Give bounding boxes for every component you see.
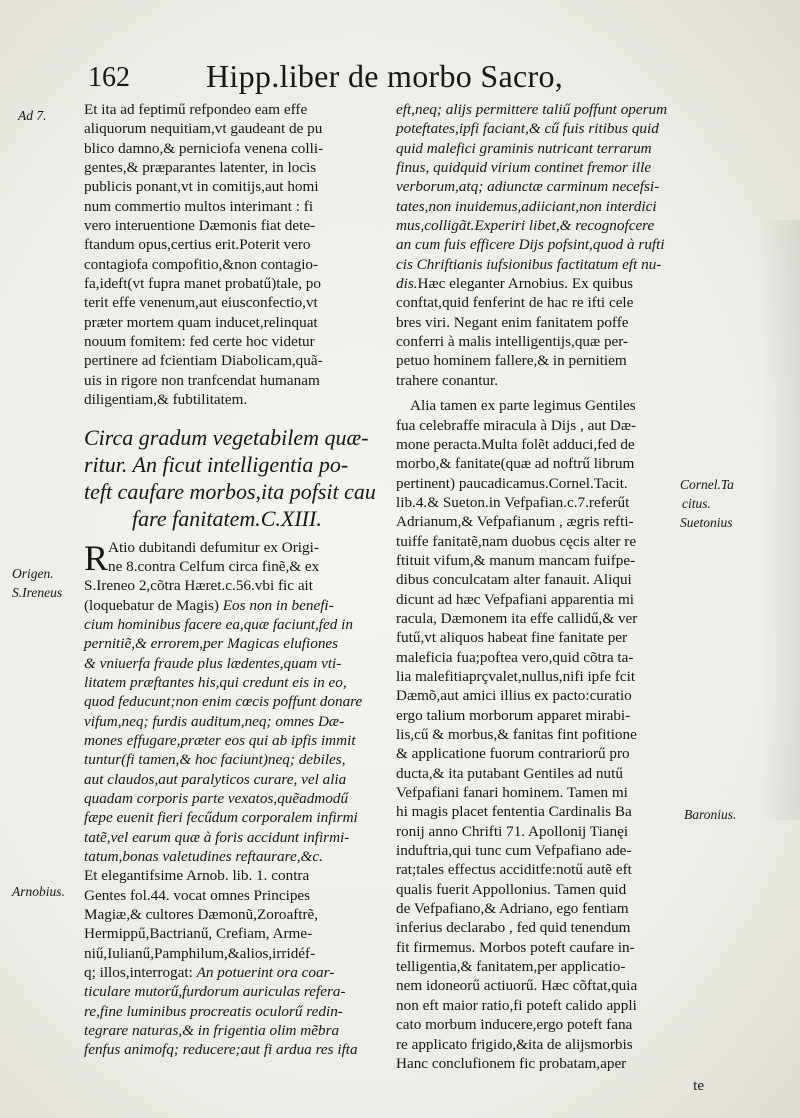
text-span: q; illos,interrogat: xyxy=(84,964,197,982)
page-number: 162 xyxy=(88,62,130,93)
text-line: tuiffe fanitatẽ,nam duobus cęcis alter re xyxy=(396,532,637,550)
text-span-italic: Eos non in benefi- xyxy=(222,596,334,614)
text-line: futű,vt aliquos habeat fine fanitate per xyxy=(396,629,628,647)
text-line: lis,cű & morbus,& fanitas fint pofitione xyxy=(396,726,637,743)
text-line: contagiofa compofitio,&non contagio- xyxy=(84,255,319,273)
text-line: tatẽ,vel earum quæ à foris accidunt infirmi- xyxy=(84,828,350,846)
text-line: nouum fomitem: fed certe hoc videtur xyxy=(84,333,315,351)
text-line: quod feducunt;non enim cœcis poffunt donare xyxy=(84,693,363,711)
text-line xyxy=(84,596,380,615)
text-line: racula, Dæmonem ita effe callidű,& ver xyxy=(396,609,638,627)
text-line: præter mortem quam inducet,relinquat xyxy=(84,313,318,331)
text-line xyxy=(396,274,678,293)
text-line: poteftates,ipfi faciant,& cű fuis ritibus quid xyxy=(396,120,659,138)
text-line: vifum,neq; furdis auditum,neq; omnes Dæ- xyxy=(84,712,345,730)
paragraph-arnobius-quote-cont xyxy=(396,100,678,390)
text-line: tates,non inuidemus,adiiciant,non interdici xyxy=(396,197,657,215)
text-line: Hanc conclufionem fic probatam,aper xyxy=(396,1054,627,1072)
text-line: conftat,quid fenferint de hac re ifti cele xyxy=(396,294,634,312)
text-line: mone peracta.Multa folẽt adduci,fed de xyxy=(396,435,635,453)
text-line: morbo,& fanitate(quæ ad noftrű librum xyxy=(396,455,635,473)
text-line: fa,ideft(vt fupra manet probatű)tale, po xyxy=(84,275,321,293)
text-line: re,fine luminibus procreatis oculorű redin- xyxy=(84,1002,343,1020)
text-line: litatem præftantes his,qui credunt eis in eo, xyxy=(84,673,347,691)
text-line: tatum,bonas valetudines reftaurare,&c. xyxy=(84,848,323,865)
chapter-heading xyxy=(84,424,380,532)
text-line: dicunt ad hæc Vefpafiani apparentia mi xyxy=(396,590,634,608)
text-span: Hæc eleganter Arnobius. Ex quibus xyxy=(417,275,634,293)
paragraph-reply-seventh xyxy=(84,100,380,410)
text-line: de Vefpafiano,& Adriano, ego fentiam xyxy=(396,900,629,918)
text-line: inferius declarabo , fed quid tenendum xyxy=(396,919,631,937)
text-line: maleficia fua;poftea vero,quid cõtra ta- xyxy=(396,648,634,666)
text-line: Et elegantifsime Arnob. lib. 1. contra xyxy=(84,867,310,885)
text-line: Adrianum,& Vefpafianum , ægris refti- xyxy=(396,513,634,531)
text-line: Magiæ,& cultores Dæmonũ,Zoroaftrẽ, xyxy=(84,906,319,924)
text-line: ducta,& ita putabant Gentiles ad nutű xyxy=(396,764,623,782)
text-line: & vniuerfa fraude plus lædentes,quam vti- xyxy=(84,654,342,672)
margin-note-irenaeus: S.Ireneus xyxy=(12,585,63,600)
text-line: lib.4.& Sueton.in Vefpafian.c.7.referűt xyxy=(396,493,630,511)
text-line: pernitiẽ,& errorem,per Magicas elufiones xyxy=(84,635,339,653)
margin-note-origen: Origen. xyxy=(12,566,54,581)
heading-line: ritur. An ficut intelligentia po- xyxy=(84,451,349,477)
text-line: ftandum opus,certius erit.Poterit vero xyxy=(84,236,311,254)
text-line: fua celebraffe miracula à Dijs , aut Dæ- xyxy=(396,416,637,434)
text-line: aliquorum nequitiam,vt gaudeant de pu xyxy=(84,120,323,138)
text-line: ticulare mutorű,furdorum auriculas refera- xyxy=(84,983,346,1001)
text-line: mus,colligãt.Experiri libet,& recognofcere xyxy=(396,217,655,235)
text-line: eft,neq; alijs permittere taliű poffunt operum xyxy=(396,101,668,118)
heading-line: fare fanitatem.C.XIII. xyxy=(132,505,322,531)
text-line: ronij anno Chrifti 71. Apollonij Tianęi xyxy=(396,822,629,840)
text-span-italic: dis. xyxy=(396,275,418,293)
text-line: finus, quidquid virium continet fremor ille xyxy=(396,159,652,177)
paragraph-arnobius xyxy=(84,866,380,1059)
text-line: cis Chriftianis iufsionibus factitatum eft nu- xyxy=(396,255,662,273)
text-line: fæpe euenit fieri fecűdum corporalem infirmi xyxy=(84,809,358,827)
text-line: blico damno,& perniciofa venena colli- xyxy=(84,139,324,157)
text-line: terit effe venenum,aut eiusconfectio,vt xyxy=(84,294,318,312)
text-line: tegrare naturas,& in frigentia olim mẽbra xyxy=(84,1022,340,1040)
text-line: ergo talium morborum apparet mirabi- xyxy=(396,706,631,724)
text-line: cium hominibus facere ea,quæ faciunt,fed in xyxy=(84,615,353,633)
text-line: qualis fuerit Appollonius. Tamen quid xyxy=(396,880,627,898)
text-span-italic: An potuerint ora coar- xyxy=(196,964,335,982)
text-line: rat;tales effectus acciditfe:notű autẽ eft xyxy=(396,861,632,879)
text-line: Et ita ad feptimű refpondeo eam effe xyxy=(84,101,308,118)
text-line: aut claudos,aut paralyticos curare, vel alia xyxy=(84,770,347,788)
text-line: trahere conantur. xyxy=(396,371,499,389)
right-column xyxy=(396,100,678,1073)
margin-note-arnobius: Arnobius. xyxy=(12,884,65,899)
drop-cap: R xyxy=(84,537,109,578)
text-line: num commertio multos interimant : fi xyxy=(84,197,314,215)
paragraph-ratio-dubitandi xyxy=(84,538,380,867)
text-line: petuo hominem fallere,& in pernitiem xyxy=(396,352,627,370)
text-line: Gentes fol.44. vocat omnes Principes xyxy=(84,886,311,904)
text-line: fit firmemus. Morbos poteft caufare in- xyxy=(396,938,635,956)
text-span: (loquebatur de Magis) xyxy=(84,596,223,614)
text-line: verborum,atq; adiunctæ carminum necefsi- xyxy=(396,178,660,196)
heading-line: teft caufare morbos,ita pofsit cau xyxy=(84,478,376,504)
text-line: gentes,& præparantes latenter, in locis xyxy=(84,159,317,177)
text-line: publicis ponant,vt in comitijs,aut homi xyxy=(84,178,319,196)
text-line: conferri à malis intelligentijs,quæ per- xyxy=(396,333,629,351)
text-line: pertinere ad fcientiam Diabolicam,quã- xyxy=(84,352,323,370)
text-line: induftria,qui tunc cum Vefpafiano ade- xyxy=(396,842,632,860)
text-line: lia malefitiaprçvalet,nullus,nifi ipfe fcit xyxy=(396,667,636,685)
text-line xyxy=(84,963,380,982)
text-line: re applicato frigido,&ita de alijsmorbis xyxy=(396,1035,633,1053)
text-line: diligentiam,& fubtilitatem. xyxy=(84,391,248,409)
text-line: pertinent) paucadicamus.Cornel.Tacit. xyxy=(396,474,628,492)
margin-note-suetonius: Suetonius xyxy=(680,515,733,530)
page-header xyxy=(78,58,760,98)
text-line: non eft maior ratio,fi poteft calido appli xyxy=(396,996,637,1014)
text-line: uis in rigore non tranfcendat humanam xyxy=(84,371,320,389)
text-line: vero interuentione Dæmonis fiat dete- xyxy=(84,217,316,235)
margin-note-citus: citus. xyxy=(682,496,711,511)
margin-note-cornel-tacitus: Cornel.Ta xyxy=(680,477,734,492)
paragraph-gentiles xyxy=(396,396,678,1073)
text-line: & applicatione fuorum contrariorű pro xyxy=(396,745,630,763)
margin-note-ad7: Ad 7. xyxy=(18,108,47,123)
text-line: bres viri. Negant enim fanitatem poffe xyxy=(396,313,629,331)
text-line: nem idoneorű actiuorű. Hæc cõftat,quia xyxy=(396,977,638,995)
page-gutter-shadow xyxy=(760,220,800,820)
text-line: niű,Iulianű,Pamphilum,&alios,irridéf- xyxy=(84,944,316,962)
text-line: quadam corporis parte vexatos,quẽadmodű xyxy=(84,789,349,807)
text-span: Atio dubitandi defumitur ex Origi- xyxy=(108,538,319,556)
text-line: Alia tamen ex parte legimus Gentiles xyxy=(410,397,636,415)
text-line: Dæmõ,aut amici illius ex pacto:curatio xyxy=(396,687,632,705)
text-line: cato morbum inducere,ergo poteft fana xyxy=(396,1016,633,1034)
left-column xyxy=(84,100,380,1060)
text-line: tuntur(fi tamen,& hoc faciunt)neq; debiles, xyxy=(84,751,346,769)
text-line: S.Ireneo 2,cõtra Hæret.c.56.vbi fic ait xyxy=(84,577,313,595)
text-line: Vefpafiani fanari hominem. Tamen mi xyxy=(396,784,628,802)
running-title: Hipp.liber de morbo Sacro, xyxy=(206,58,564,94)
text-line: an cum fuis efficere Dijs pofsint,quod à rufti xyxy=(396,236,665,254)
text-line: telligentia,& fanitatem,per applicatio- xyxy=(396,958,626,976)
text-line: Hermippű,Bactrianű, Crefiam, Arme- xyxy=(84,925,313,943)
text-line: ftituit vifum,& manum mancam fuifpe- xyxy=(396,551,636,569)
margin-note-baronius: Baronius. xyxy=(684,807,737,822)
text-line: mones effugare,præter eos qui ab ipfis immit xyxy=(84,731,356,749)
text-line: fenfus animofq; reducere;aut fi ardua res ifta xyxy=(84,1041,358,1059)
text-line: quid malefici graminis nutricant terrarum xyxy=(396,139,652,157)
text-line: ne 8.contra Celfum circa finẽ,& ex xyxy=(108,557,320,575)
catchword: te xyxy=(693,1078,704,1094)
text-line: hi magis placet fententia Cardinalis Ba xyxy=(396,803,632,821)
heading-line: Circa gradum vegetabilem quæ- xyxy=(84,424,369,450)
text-line: dibus conculcatam alter fanauit. Aliqui xyxy=(396,571,632,589)
